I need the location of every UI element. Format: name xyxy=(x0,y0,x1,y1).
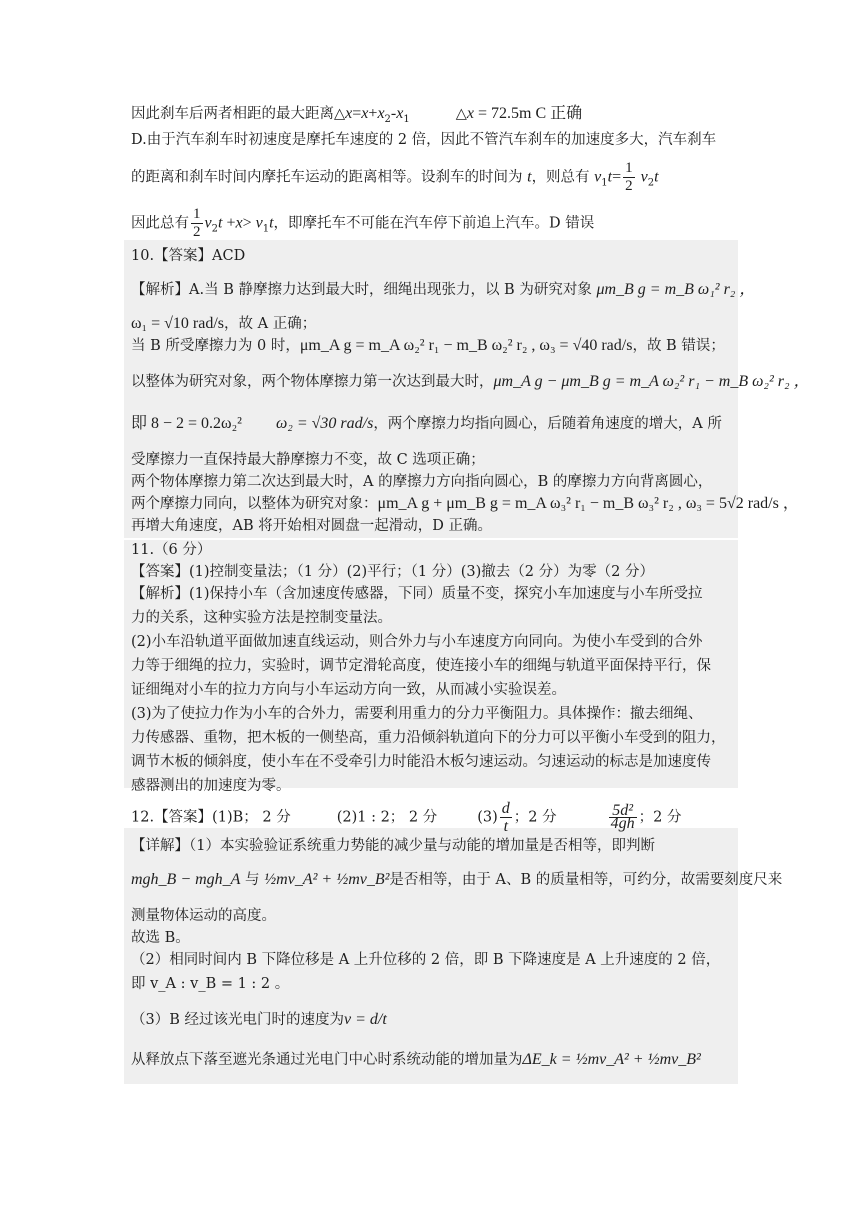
q12-line7: （3）B 经过该光电门时的速度为v = d/t xyxy=(131,1011,387,1028)
block9-c-line: 因此刹车后两者相距的最大距离$\triangle x=x+x_2-x_1$ △x = 72.5m C 正确 xyxy=(131,105,583,125)
q12-line6: 即 v_A : v_B = 1 : 2 。 xyxy=(131,976,290,992)
q12-line8: 从释放点下落至遮光条通过光电门中心时系统动能的增加量为ΔE_k = ½mv_A² + ½mv_B² xyxy=(131,1051,701,1068)
q11-heading: 11.（6 分） xyxy=(131,542,212,558)
half-fraction: $\frac{1}{2}$ xyxy=(193,206,201,240)
q10-line4: 以整体为研究对象，两个物体摩擦力第一次达到最大时，μm_A g − μm_B g = m_A ω₂² r₁ − m_B ω₂² r₂ ， xyxy=(131,373,810,390)
q12-line4: 故选 B。 xyxy=(131,930,190,946)
q10-line1: 【解析】A.当 B 静摩擦力达到最大时，细绳出现张力，以 B 为研究对象 μm_B g = m_B ω₁² r₂ ， xyxy=(131,281,756,298)
half-fraction: $\frac{1}{2}$ xyxy=(625,160,633,194)
q10-line2: ω₁ = √10 rad/s，故 A 正确； xyxy=(131,315,317,332)
q12-line5: （2）相同时间内 B 下降位移是 A 上升位移的 2 倍，即 B 下降速度是 A 上升速度的 2 倍， xyxy=(131,952,721,968)
q10-line7: 两个物体摩擦力第二次达到最大时，A 的摩擦力方向指向圆心，B 的摩擦力方向背离圆心， xyxy=(131,474,713,490)
q12-line3: 测量物体运动的高度。 xyxy=(131,908,276,924)
q11-answer: 【答案】(1)控制变量法；（1 分）(2)平行；（1 分）(3)撤去（2 分）为零（2 分） xyxy=(131,564,654,580)
q10-line5: 即 8 − 2 = 0.2ω₂² ω₂ = √30 rad/s，两个摩擦力均指向圆心，后随着角速度的增大，A 所 xyxy=(131,415,722,432)
block9-d-line2: 的距离和刹车时间内摩托车运动的距离相等。设刹车的时间为 t，则总有 $v_1t=$ $\frac{1}{2}$ $v_2t$ xyxy=(131,160,659,194)
q11-p3a: (3)为了使拉力作为小车的合外力，需要利用重力的分力平衡阻力。具体操作：撤去细绳、 xyxy=(131,706,703,722)
q11-p3c: 调节木板的倾斜度，使小车在不受牵引力时能沿木板匀速运动。匀速运动的标志是加速度传 xyxy=(131,754,711,770)
q11-p3b: 力传感器、重物，把木板的一侧垫高，重力沿倾斜轨道向下的分力可以平衡小车受到的阻力， xyxy=(131,730,726,746)
energy-fraction: $\frac{\text{5d²}}{4gh}$ xyxy=(610,802,635,832)
q11-p1a: 【解析】(1)保持小车（含加速度传感器，下同）质量不变，探究小车加速度与小车所受拉 xyxy=(131,586,703,602)
q11-p2b: 力等于细绳的拉力，实验时，调节定滑轮高度，使连接小车的细绳与轨道平面保持平行，保 xyxy=(131,658,711,674)
q11-p1b: 力的关系，这种实验方法是控制变量法。 xyxy=(131,610,392,626)
q10-line8: 两个摩擦力同向，以整体为研究对象：μm_A g + μm_B g = m_A ω₃² r₁ − m_B ω₃² r₂ , ω₃ = 5√2 rad/s ， xyxy=(131,495,799,512)
q10-line6: 受摩擦力一直保持最大静摩擦力不变，故 C 选项正确； xyxy=(131,452,485,468)
q10-line3: 当 B 所受摩擦力为 0 时，μm_A g = m_A ω₂² r₁ − m_B ω₂² r₂ , ω₃ = √40 rad/s，故 B 错误； xyxy=(131,337,725,354)
q12-answer: 12.【答案】(1)B； 2 分 (2)1 : 2； 2 分 (3) $\frac{d}{t}$ ；2 分 $\frac{\text{5d²}}{4gh}$ ；2 分 xyxy=(131,800,682,835)
d-over-t-fraction: $\frac{d}{t}$ xyxy=(501,800,510,835)
q12-line1: 【详解】（1）本实验验证系统重力势能的减少量与动能的增加量是否相等，即判断 xyxy=(131,838,655,854)
q10-line9: 再增大角速度，AB 将开始相对圆盘一起滑动，D 正确。 xyxy=(131,518,492,534)
q12-line2: mgh_B − mgh_A 与 ½mv_A² + ½mv_B²是否相等，由于 A、B 的质量相等，可约分，故需要刻度尺来 xyxy=(131,871,783,888)
q11-p2c: 证细绳对小车的拉力方向与小车运动方向一致，从而减小实验误差。 xyxy=(131,682,566,698)
q10-answer: 10.【答案】ACD xyxy=(131,248,246,264)
block9-d-line1: D.由于汽车刹车时初速度是摩托车速度的 2 倍，因此不管汽车刹车的加速度多大，汽车刹车 xyxy=(131,132,717,148)
q11-p2a: (2)小车沿轨道平面做加速直线运动，则合外力与小车速度方向同向。为使小车受到的合外 xyxy=(131,634,703,650)
block9-d-line3: 因此总有 $\frac{1}{2}$ $v_2t +x> v_1t$，即摩托车不可能在汽车停下前追上汽车。D 错误 xyxy=(131,206,595,240)
q11-p3d: 感器测出的加速度为零。 xyxy=(131,778,291,794)
